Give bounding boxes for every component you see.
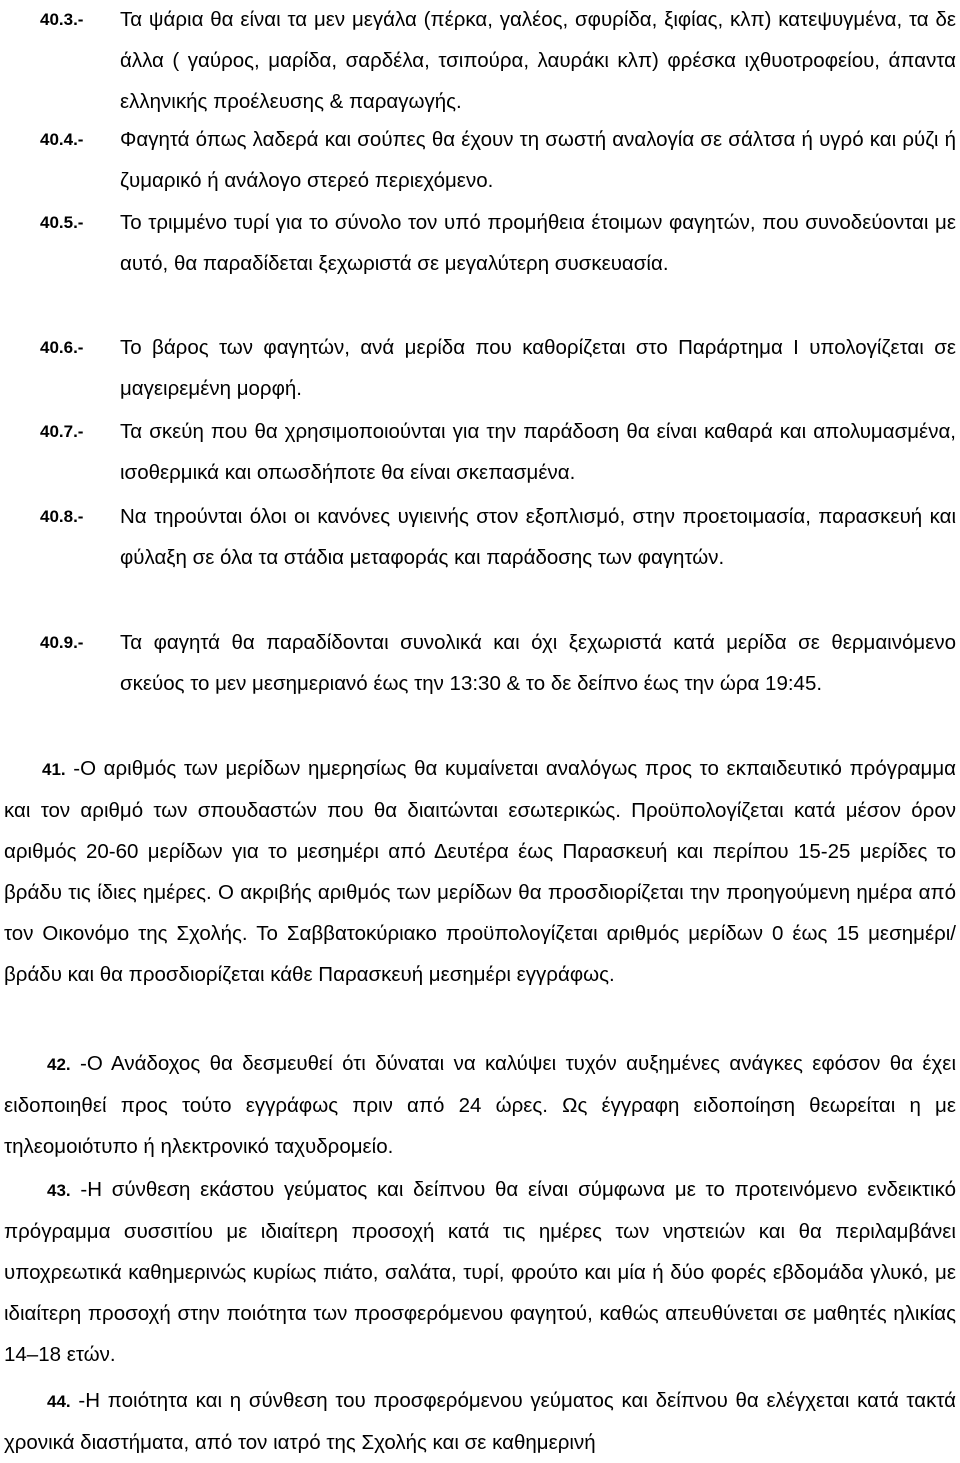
item-text: Το τριμμένο τυρί για το σύνολο τον υπό προμήθεια έτοιμων φαγητών, που συνοδεύονται με αυτό, θα παραδίδεται ξεχωριστά σε μεγαλύτερη συσκευασία. bbox=[120, 211, 956, 275]
item-text: Τα ψάρια θα είναι τα μεν μεγάλα (πέρκα, γαλέος, σφυρίδα, ξιφίας, κλπ) κατεψυγμένα, τα δε άλλα ( γαύρος, μαρίδα, σαρδέλα, τσιπούρα, λαυράκι κλπ) φρέσκα ιχθυοτροφείου, άπαντα ελληνικής προέλευσης & παραγωγής. bbox=[120, 8, 956, 113]
item-text: Φαγητά όπως λαδερά και σούπες θα έχουν τη σωστή αναλογία σε σάλτσα ή υγρό και ρύζι ή ζυμαρικό ή ανάλογο στερεό περιεχόμενο. bbox=[120, 128, 956, 192]
item-number: 40.9.- bbox=[40, 633, 84, 652]
item-text: Το βάρος των φαγητών, ανά μερίδα που καθορίζεται στο Παράρτημα Ι υπολογίζεται σε μαγειρεμένη μορφή. bbox=[120, 336, 956, 400]
paragraph bbox=[4, 1043, 956, 1167]
paragraph-number: 42. bbox=[47, 1055, 71, 1074]
item-number: 40.6.- bbox=[40, 338, 84, 357]
paragraph-text: -Η ποιότητα και η σύνθεση του προσφερόμενου γεύματος και δείπνου θα ελέγχεται κατά τακτά χρονικά διαστήματα, από τον ιατρό της Σχολής και σε καθημερινή bbox=[4, 1389, 956, 1454]
item-text: Τα σκεύη που θα χρησιμοποιούνται για την παράδοση θα είναι καθαρά και απολυμασμένα, ισοθερμικά και οπωσδήποτε θα είναι σκεπασμένα. bbox=[120, 420, 956, 484]
item-number: 40.7.- bbox=[40, 422, 84, 441]
item-text: Τα φαγητά θα παραδίδονται συνολικά και όχι ξεχωριστά κατά μερίδα σε θερμαινόμενο σκεύος το μεν μεσημεριανό έως την 13:30 & το δε δείπνο έως την ώρα 19:45. bbox=[120, 631, 956, 695]
paragraph-text: -Ο αριθμός των μερίδων ημερησίως θα κυμαίνεται αναλόγως προς το εκπαιδευτικό πρόγραμμα και τον αριθμό των σπουδαστών που θα διαιτώνται εσωτερικώς. Προϋπολογίζεται κατά μέσον όρον αριθμός 20-60 μερίδων για το μεσημέρι από Δευτέρα έως Παρασκευή και περίπου 15-25 μερίδες το βράδυ τις ίδιες ημέρες. Ο ακριβής αριθμός των μερίδων θα προσδιορίζεται την προηγούμενη ημέρα από τον Οικονόμο της Σχολής. Το Σαββατοκύριακο προϋπολογίζεται αριθμός μερίδων 0 έως 15 μεσημέρι/βράδυ και θα προσδιορίζεται κάθε Παρασκευή μεσημέρι εγγράφως. bbox=[4, 757, 956, 986]
paragraph-number: 43. bbox=[47, 1181, 71, 1200]
item-number: 40.4.- bbox=[40, 130, 84, 149]
paragraph bbox=[4, 1169, 956, 1375]
item-text: Να τηρούνται όλοι οι κανόνες υγιεινής στον εξοπλισμό, στην προετοιμασία, παρασκευή και φύλαξη σε όλα τα στάδια μεταφοράς και παράδοσης των φαγητών. bbox=[120, 505, 956, 569]
paragraph-text: -Η σύνθεση εκάστου γεύματος και δείπνου θα είναι σύμφωνα με το προτεινόμενο ενδεικτικό πρόγραμμα συσσιτίου με ιδιαίτερη προσοχή κατά τις ημέρες των νηστειών και θα περιλαμβάνει υποχρεωτικά καθημερινώς κυρίως πιάτο, σαλάτα, τυρί, φρούτο και μία ή δύο φορές εβδομάδα γλυκό, με ιδιαίτερη προσοχή στην ποιότητα των προσφερόμενου φαγητού, καθώς απευθύνεται σε μαθητές ηλικίας 14–18 ετών. bbox=[4, 1178, 956, 1366]
item-number: 40.8.- bbox=[40, 507, 84, 526]
paragraph-number: 44. bbox=[47, 1392, 71, 1411]
item-number: 40.3.- bbox=[40, 10, 84, 29]
paragraph bbox=[4, 1380, 956, 1463]
item-number: 40.5.- bbox=[40, 213, 84, 232]
paragraph-text: -Ο Ανάδοχος θα δεσμευθεί ότι δύναται να καλύψει τυχόν αυξημένες ανάγκες εφόσον θα έχει ειδοποιηθεί προς τούτο εγγράφως πριν από 24 ώρες. Ως έγγραφη ειδοποίηση θεωρείται η με τηλεομοιότυπο ή ηλεκτρονικό ταχυδρομείο. bbox=[4, 1052, 956, 1158]
paragraph-number: 41. bbox=[42, 760, 66, 779]
paragraph bbox=[4, 748, 956, 995]
